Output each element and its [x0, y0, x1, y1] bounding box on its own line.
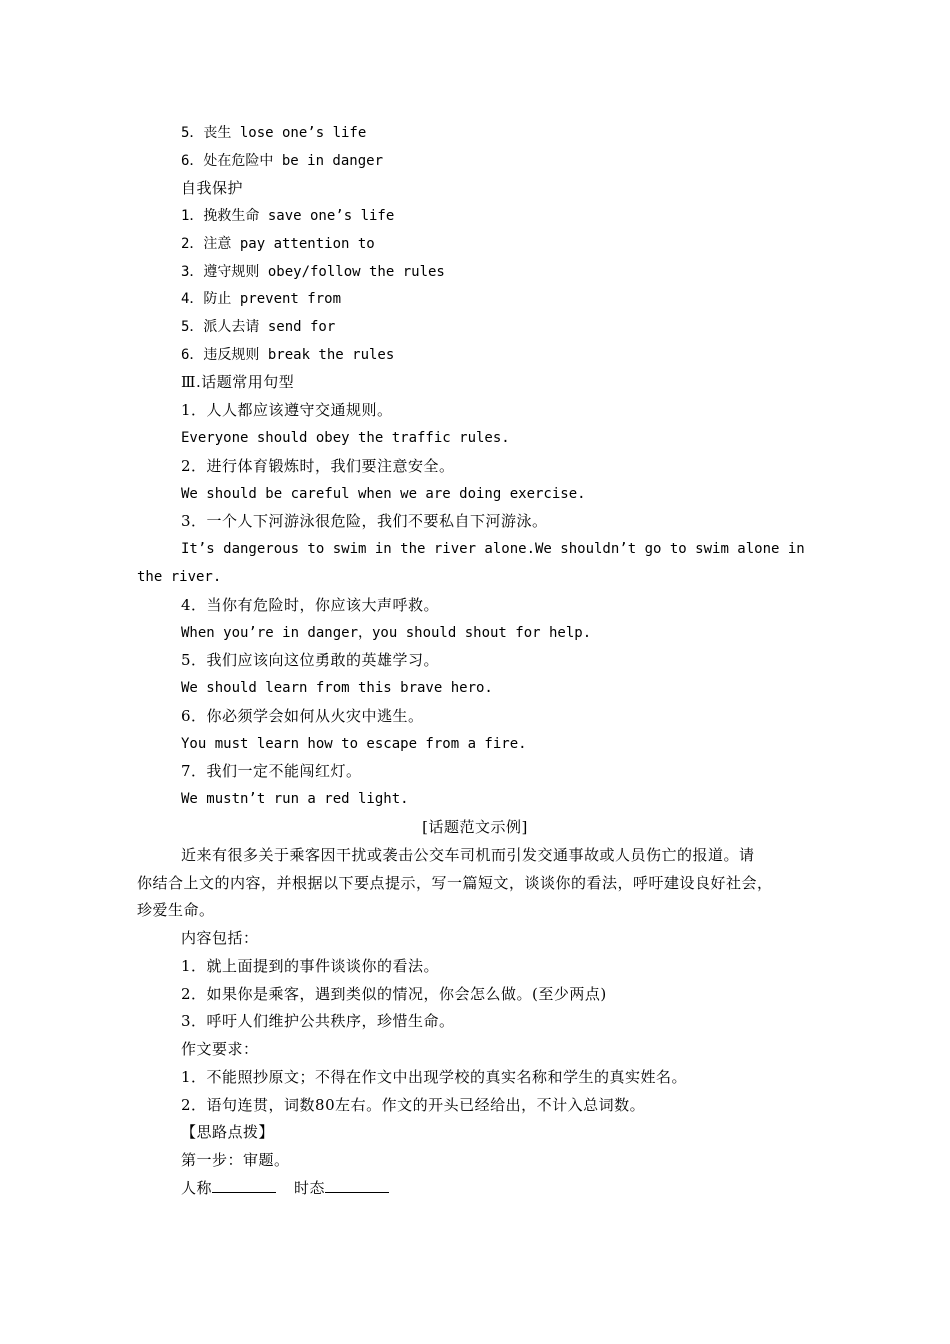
- person-blank[interactable]: [212, 1178, 276, 1193]
- vocab-line: 1．挽救生命 save one’s life: [181, 208, 395, 224]
- subsection-heading: 自我保护: [181, 179, 244, 197]
- vocab-line: 5．派人去请 send for: [181, 319, 336, 335]
- section-title: [话题范文示例]: [422, 818, 528, 836]
- prompt-line1: 近来有很多关于乘客因干扰或袭击公交车司机而引发交通事故或人员伤亡的报道。请: [181, 846, 755, 864]
- sentence-en: We should be careful when we are doing exercise.: [181, 486, 586, 502]
- sentence-cn: 1．人人都应该遵守交通规则。: [181, 401, 393, 419]
- sentence-cn: 3．一个人下河游泳很危险，我们不要私自下河游泳。: [181, 512, 548, 530]
- vocab-line: 3．遵守规则 obey/follow the rules: [181, 264, 445, 280]
- content-item: 2．如果你是乘客，遇到类似的情况，你会怎么做。(至少两点): [181, 985, 607, 1003]
- step-one: 第一步：审题。: [181, 1151, 290, 1169]
- content-item: 1．就上面提到的事件谈谈你的看法。: [181, 957, 440, 975]
- section-heading: Ⅲ.话题常用句型: [181, 373, 295, 391]
- tense-blank[interactable]: [325, 1178, 389, 1193]
- sentence-en-line2: the river.: [137, 569, 222, 585]
- person-label: 人称: [181, 1179, 213, 1197]
- requirements-heading: 作文要求：: [181, 1040, 259, 1058]
- sentence-en: Everyone should obey the traffic rules.: [181, 430, 510, 446]
- sentence-cn: 4．当你有危险时，你应该大声呼救。: [181, 596, 440, 614]
- hint-heading: 【思路点拨】: [181, 1123, 275, 1141]
- sentence-cn: 7．我们一定不能闯红灯。: [181, 762, 362, 780]
- prompt-line3: 珍爱生命。: [137, 901, 215, 919]
- sentence-cn: 5．我们应该向这位勇敢的英雄学习。: [181, 651, 440, 669]
- vocab-line: 6．处在危险中 be in danger: [181, 153, 384, 169]
- vocab-line: 6．违反规则 break the rules: [181, 347, 395, 363]
- sentence-cn: 2．进行体育锻炼时，我们要注意安全。: [181, 457, 455, 475]
- content-item: 3．呼吁人们维护公共秩序，珍惜生命。: [181, 1012, 455, 1030]
- sentence-en: We mustn’t run a red light.: [181, 791, 409, 807]
- sentence-en-line1: It’s dangerous to swim in the river alone.We shouldn’t go to swim alone in: [181, 541, 805, 557]
- content-heading: 内容包括：: [181, 929, 259, 947]
- sentence-en: When you’re in danger，you should shout for help.: [181, 625, 592, 641]
- vocab-line: 5．丧生 lose one’s life: [181, 125, 367, 141]
- sentence-cn: 6．你必须学会如何从火灾中逃生。: [181, 707, 424, 725]
- requirement-item: 1．不能照抄原文；不得在作文中出现学校的真实名称和学生的真实姓名。: [181, 1068, 688, 1086]
- fill-in-row: [181, 1178, 389, 1198]
- prompt-line2: 你结合上文的内容，并根据以下要点提示，写一篇短文，谈谈你的看法，呼吁建设良好社会，: [137, 874, 773, 892]
- sentence-en: You must learn how to escape from a fire.: [181, 736, 527, 752]
- vocab-line: 4．防止 prevent from: [181, 291, 342, 307]
- requirement-item: 2．语句连贯，词数80左右。作文的开头已经给出，不计入总词数。: [181, 1096, 646, 1114]
- tense-label: 时态: [294, 1179, 326, 1197]
- vocab-line: 2．注意 pay attention to: [181, 236, 375, 252]
- sentence-en: We should learn from this brave hero.: [181, 680, 493, 696]
